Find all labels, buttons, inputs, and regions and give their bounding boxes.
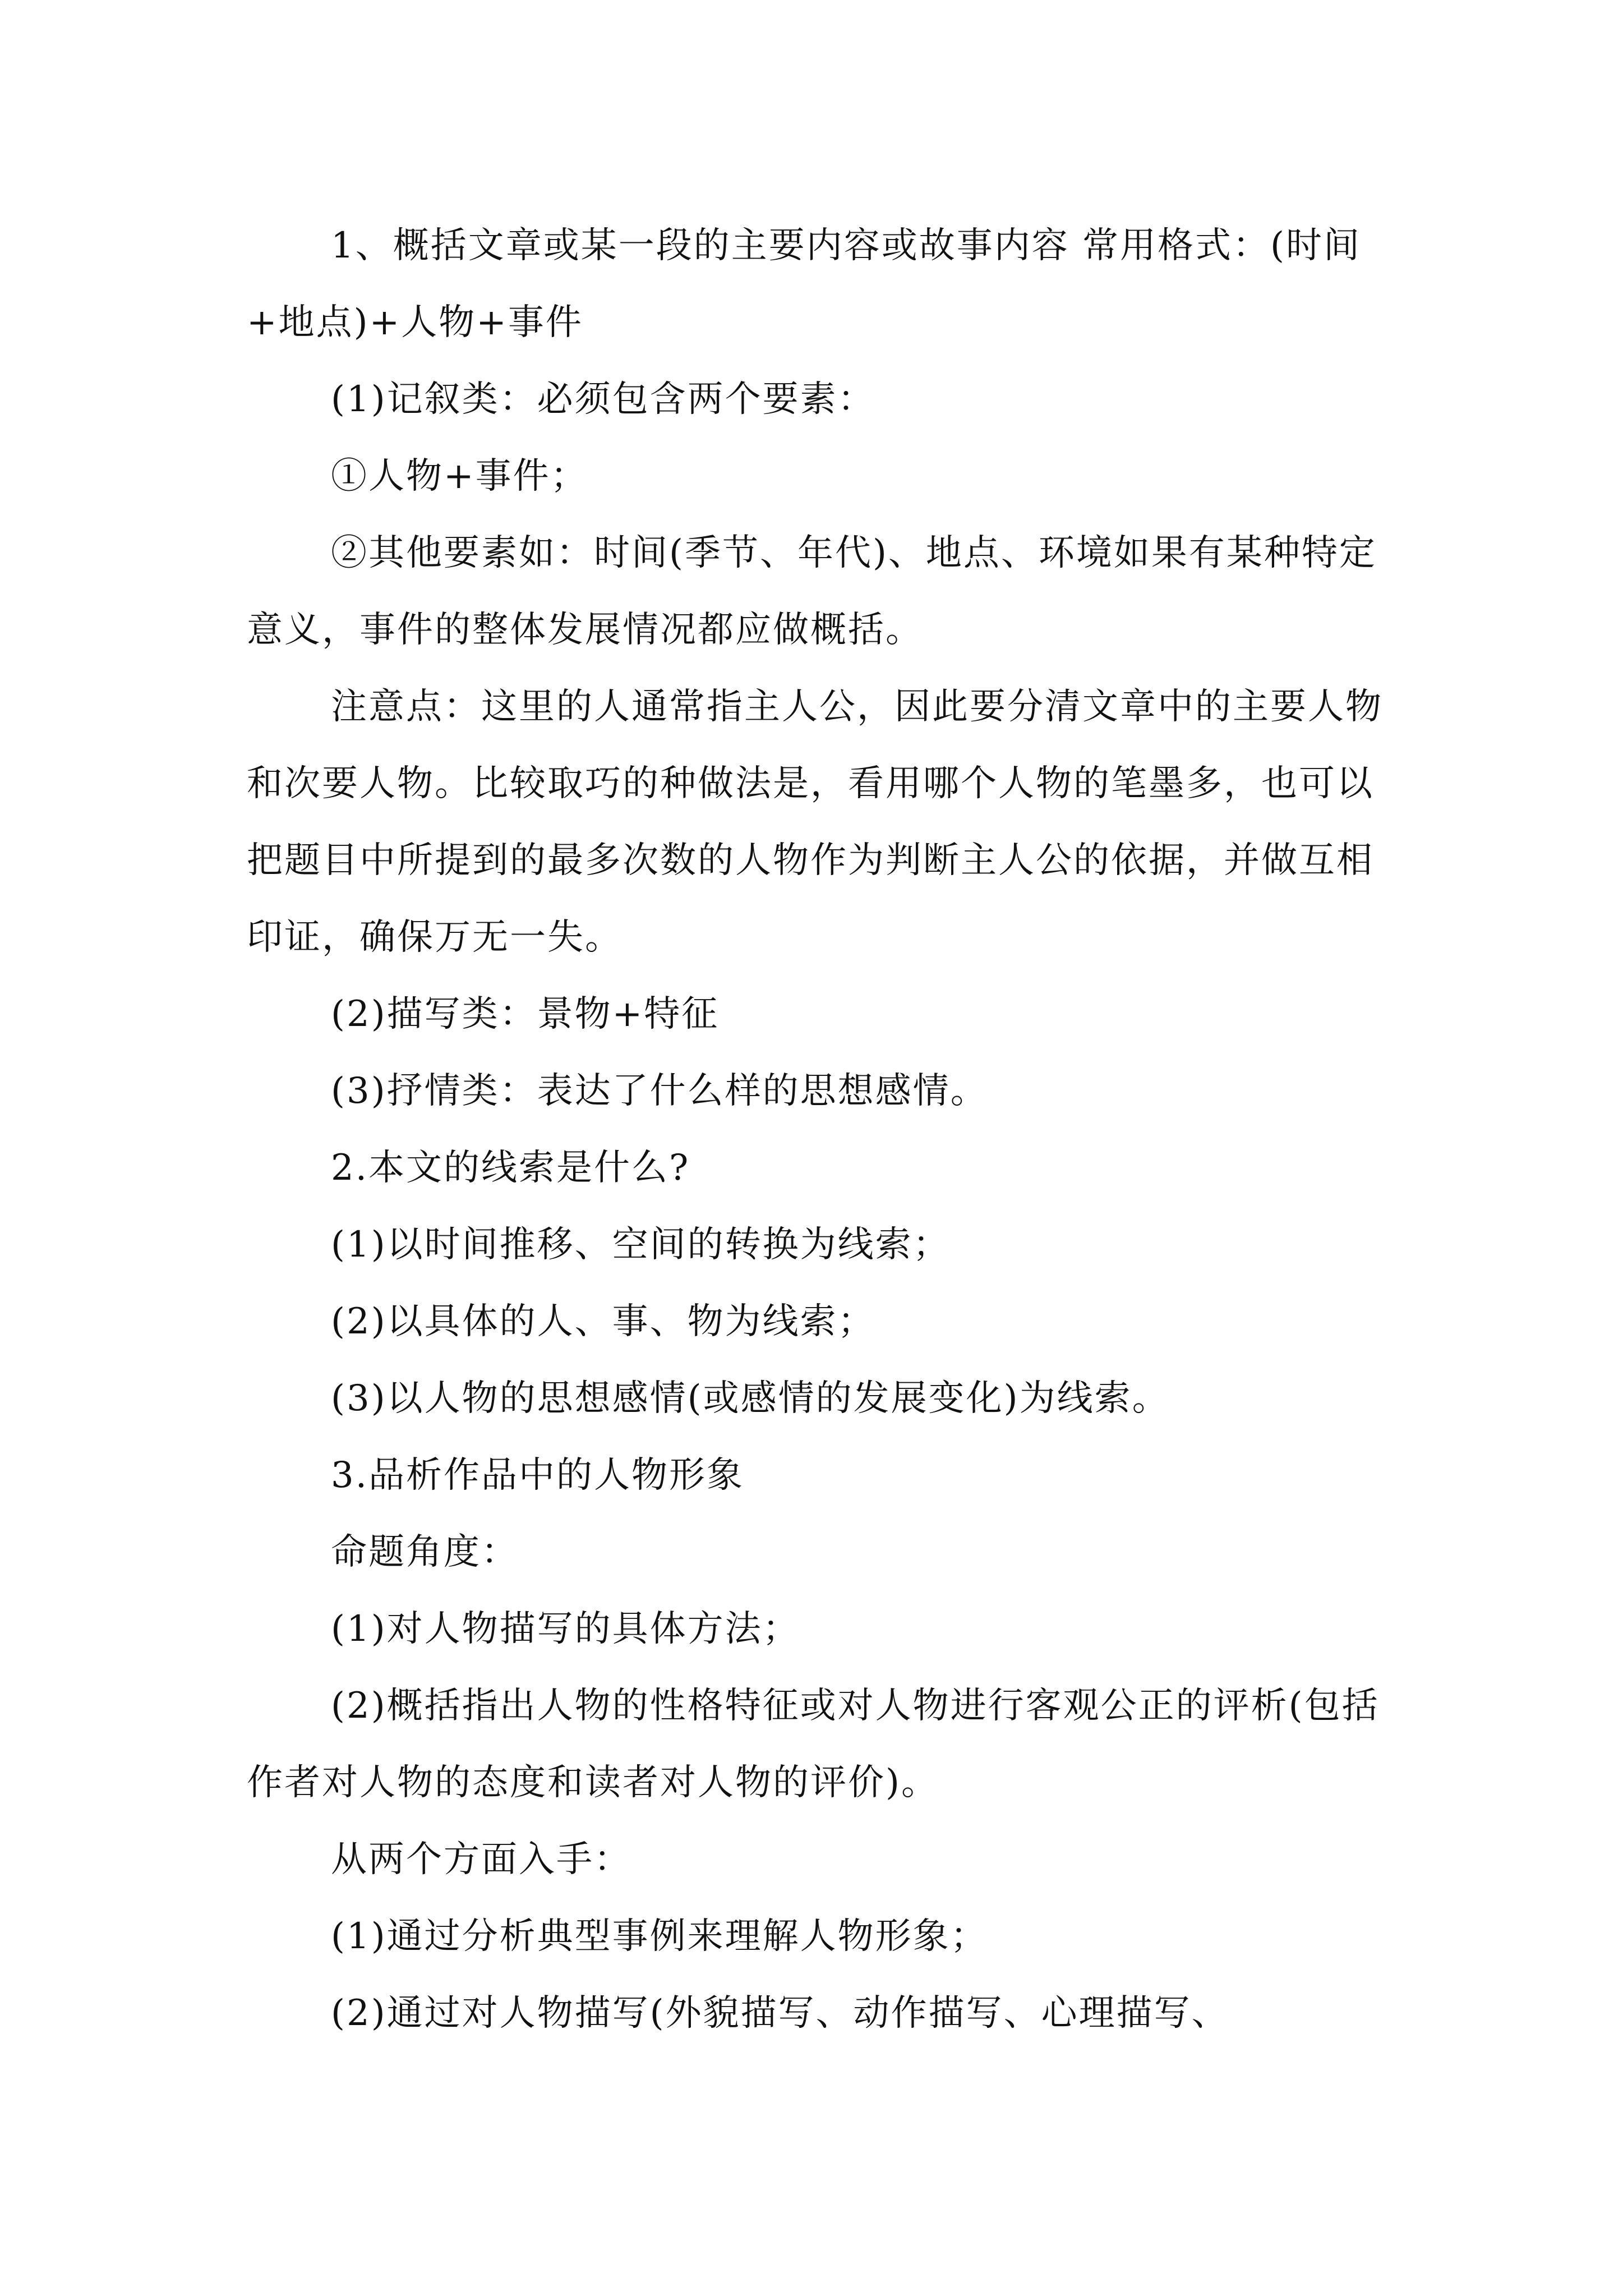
paragraph-clue-emotion: (3)以人物的思想感情(或感情的发展变化)为线索。 xyxy=(331,1378,1170,1419)
paragraph-typical-examples: (1)通过分析典型事例来理解人物形象； xyxy=(331,1916,988,1957)
paragraph-lyrical-type: (3)抒情类：表达了什么样的思想感情。 xyxy=(331,1070,988,1112)
paragraph-description-method: (1)对人物描写的具体方法； xyxy=(331,1608,800,1650)
document-body xyxy=(247,208,1385,2052)
paragraph-clue-people-things: (2)以具体的人、事、物为线索； xyxy=(331,1301,875,1342)
paragraph-two-aspects: 从两个方面入手： xyxy=(331,1839,631,1880)
paragraph-attention-note: 注意点：这里的人通常指主人公，因此要分清文章中的主要人物和次要人物。比较取巧的种做法是，看用哪个人物的笔墨多，也可以把题目中所提到的最多次数的人物作为判断主人公的依据，并做互相印证，确保万无一失。 xyxy=(247,686,1383,958)
heading-character-image: 3.品析作品中的人物形象 xyxy=(331,1455,745,1496)
paragraph-narrative-type: (1)记叙类：必须包含两个要素： xyxy=(331,379,875,420)
paragraph-element-one: ①人物+事件； xyxy=(331,455,588,497)
paragraph-summary-format: 1、概括文章或某一段的主要内容或故事内容 常用格式：(时间+地点)+人物+事件 xyxy=(247,225,1362,343)
paragraph-question-angle: 命题角度： xyxy=(331,1531,519,1573)
paragraph-character-analysis: (2)概括指出人物的性格特征或对人物进行客观公正的评析(包括作者对人物的态度和读者对人物的评价)。 xyxy=(247,1685,1380,1803)
paragraph-clue-time-space: (1)以时间推移、空间的转换为线索； xyxy=(331,1224,951,1266)
paragraph-element-two: ②其他要素如：时间(季节、年代)、地点、环境如果有某种特定意义，事件的整体发展情况都应做概括。 xyxy=(247,532,1377,651)
paragraph-descriptive-type: (2)描写类：景物+特征 xyxy=(331,993,720,1035)
heading-clue-question: 2.本文的线索是什么? xyxy=(331,1147,690,1189)
paragraph-character-description: (2)通过对人物描写(外貌描写、动作描写、心理描写、 xyxy=(331,1993,1229,2034)
